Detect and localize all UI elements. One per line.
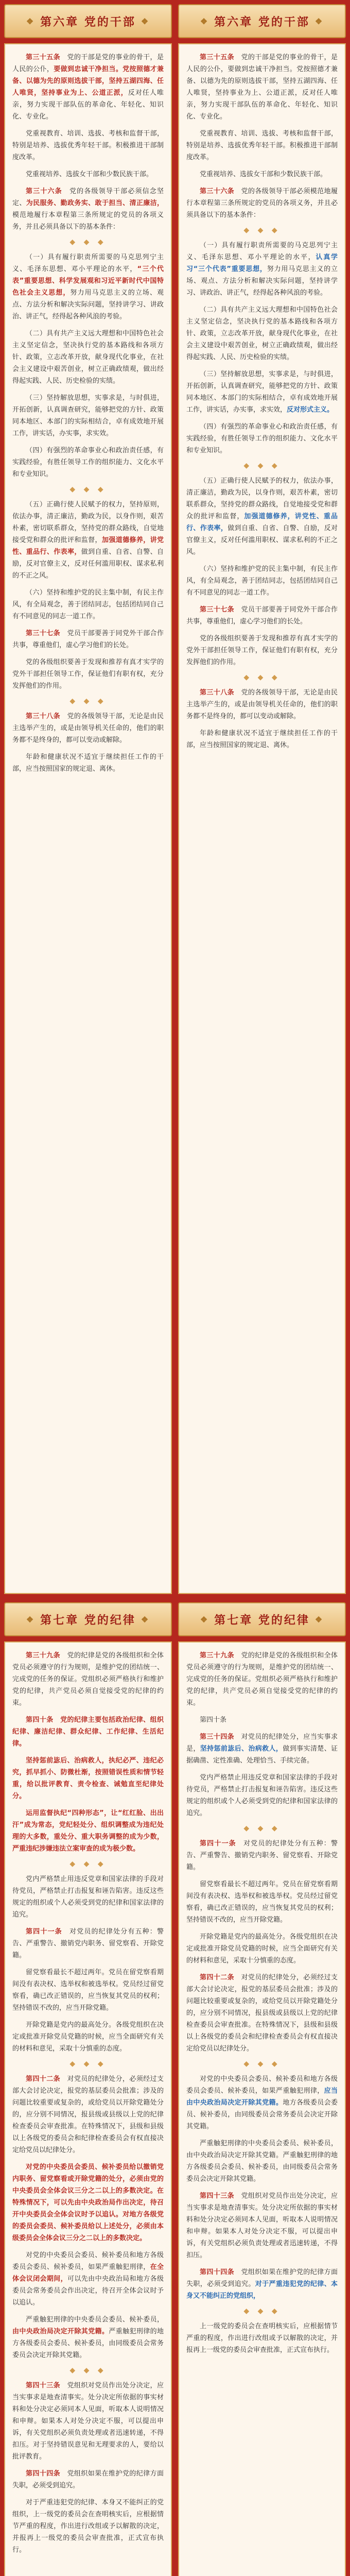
- article-paragraph: [12, 185, 164, 233]
- article-paragraph: [12, 587, 164, 622]
- highlighted-text: 加强道德修养，讲党性、重品行、作表率，: [12, 536, 164, 556]
- article-number: 第三十八条: [200, 689, 235, 697]
- ornament-divider: ◆ ◆ ◆: [243, 462, 281, 470]
- chapter6-old-text-column: [178, 43, 346, 1594]
- paragraph-text: 严重触犯刑律的中央委员会委员、候补委员，: [26, 2316, 164, 2324]
- article-paragraph: [186, 168, 338, 180]
- article-number: 第四十一条: [26, 1928, 62, 1936]
- paragraph-text: （三）坚持解放思想，实事求是，与时俱进，开拓创新，认真调查研究，能够把党的方针、政策同本地区、本部门的实际相结合，卓有成效地开展工作，讲实话，办实事，求实效。: [12, 394, 164, 437]
- highlighted-text: 党的纪律主要包括政治纪律、组织纪律、廉洁纪律、群众纪律、工作纪律、生活纪律。: [12, 1716, 164, 1748]
- paragraph-text: （五）正确行使人民赋予的权力，依法办事，清正廉洁，勤政为民，以身作则，艰苦朴素，密切联系群众，坚持党的群众路线，自觉地接受党和群众的批评和监督，: [186, 477, 338, 520]
- paragraph-text: 可以先由中央政治局和地方各级委员会常务委员会作出决定，待召开全体会议时予以追认。: [12, 2275, 164, 2307]
- paragraph-text: 做到自重、自省、自警、自励，反对官僚主义，反对任何滥用职权、谋求私利的不正之风。: [186, 524, 338, 556]
- article-paragraph: [12, 1873, 164, 1921]
- article-paragraph: [186, 1772, 338, 1819]
- paragraph-text: 努力用马克思主义的立场、观点、方法分析和解决实际问题，坚持讲学习、讲政治、讲正气，经得起各种风浪的考验。: [186, 265, 338, 297]
- paragraph-text: 对党员的纪律处分，必须经过支部大会讨论决定，报党的基层委员会批准；涉及的问题比较重要或复杂的，或给党员以开除党籍处分的，应分别不同情况，报县级或县级以上党的纪律检查委员会审查批准。在特殊情况下，县级和县级以上各级党的委员会和纪律检查委员会有权直接决定给党员以纪律处分。: [12, 2075, 164, 2154]
- paragraph-text: 党的各级领导干部必须模范地履行本章程第三条所规定的党员的各项义务，并且必须具备以下的基本条件：: [186, 188, 338, 219]
- highlighted-text: 运用监督执纪“四种形态”，让“红红脸、出出汗”成为常态，党纪轻处分、组织调整成为违纪处理的大多数，重处分、重大职务调整的成为少数，严重违纪涉嫌违法立案审查的成为极少数。: [12, 1809, 164, 1853]
- highlighted-text: 反对形式主义。: [287, 406, 334, 414]
- chapter7-right-title: 第七章 党的纪律: [214, 1613, 310, 1627]
- article-paragraph: [186, 304, 338, 363]
- article-number: 第三十九条: [200, 1652, 235, 1659]
- chapter6-new-text-column: [4, 43, 172, 1594]
- ornament-icon: ❖: [200, 16, 209, 26]
- chapter7-new-text-column: [4, 1641, 172, 2576]
- article-paragraph: [186, 1878, 338, 1926]
- paragraph-text: 党的各级组织要善于发现和推荐有真才实学的党外干部担任领导工作，保证他们有职有权，充分发挥他们的作用。: [186, 635, 338, 666]
- paragraph-text: 年龄和健康状况不适宜于继续担任工作的干部，应当按照国家的规定退、离休。: [12, 753, 164, 773]
- article-paragraph: [12, 328, 164, 387]
- chapter7-left-title: 第七章 党的纪律: [40, 1613, 136, 1627]
- paragraph-text: 党组织如果在维护党的纪律方面失职，必须受到追究。: [186, 2268, 338, 2288]
- paragraph-text: （四）有强烈的革命事业心和政治责任感，有实践经验，有胜任领导工作的组织能力、文化水平和专业知识。: [12, 447, 164, 478]
- article-paragraph: [186, 633, 338, 668]
- paragraph-text: 党员干部要善于同党外干部合作共事，尊重他们，虚心学习他们的长处。: [186, 606, 338, 625]
- highlighted-text: 应当由中央政治局决定开除其党籍。: [186, 2087, 338, 2107]
- paragraph-text: （一）具有履行职责所需要的马克思列宁主义、毛泽东思想、邓小平理论的水平，: [186, 242, 338, 261]
- chapter7-right-banner: [178, 1602, 346, 1636]
- article-paragraph: [186, 2138, 338, 2185]
- article-paragraph: [12, 2380, 164, 2463]
- article-number: 第三十八条: [26, 713, 61, 720]
- chapter6-right-banner: [178, 4, 346, 38]
- highlighted-text: 认真学习“三个代表”重要思想，: [186, 253, 338, 273]
- paragraph-text: 地方各级委员会委员、候补委员，由同级委员会常务委员会决定开除其党籍。: [186, 2099, 338, 2130]
- ornament-icon: ❖: [141, 16, 150, 26]
- chapter7-old-text-column: [178, 1641, 346, 2576]
- highlighted-text: 在全体会议闭会期间，: [12, 2263, 164, 2283]
- article-paragraph: [12, 2314, 164, 2361]
- article-paragraph: [12, 1650, 164, 1709]
- article-paragraph: [186, 1931, 338, 1967]
- ornament-icon: ❖: [200, 1614, 209, 1624]
- article-paragraph: [12, 2073, 164, 2156]
- paragraph-text: 党组织对党员作出处分决定，应当实事求是地查清事实。处分决定所依据的事实材料和处分决定必须同本人见面，听取本人说明情况和申辩。如果本人对处分决定不服，可以提出申诉，有关党组织必须负责处理或者迅速转递，不得扣压。对于坚持错误意见和无理要求的人，要给以批评教育。: [12, 2382, 164, 2461]
- paragraph-text: 党员干部要善于同党外干部合作共事，尊重他们，虚心学习他们的长处。: [12, 630, 164, 649]
- paragraph-text: 对党的中央委员会委员、候补委员和地方各级委员会委员、候补委员，如果严重触犯刑律，: [186, 2075, 338, 2095]
- article-paragraph: [12, 445, 164, 480]
- paragraph-text: 做到自重、自省、自警、自励，反对官僚主义，反对任何滥用职权、谋求私利的不正之风。: [12, 548, 164, 580]
- highlighted-text: 坚持惩前毖后、治病救人，执纪必严、违纪必究，抓早抓小、防微杜渐，按照错误性质和情节轻重，给以批评教育、责令检查、诫勉直至纪律处分。: [12, 1757, 164, 1800]
- article-paragraph: [12, 2019, 164, 2055]
- paragraph-text: 上一级党的委员会在查明核实后，应根据情节严重的程度，作出进行改组或予以解散的决定，并报再上一级党的委员会审查批准，正式宣布执行。: [186, 2323, 338, 2354]
- article-paragraph: [186, 52, 338, 123]
- article-paragraph: [12, 128, 164, 163]
- paragraph-text: 努力用马克思主义的立场、观点、方法分析和解决实际问题，坚持讲学习、讲政治、讲正气，经得起各种风浪的考验。: [12, 289, 164, 320]
- ornament-divider: ◆ ◆ ◆: [69, 238, 107, 246]
- article-number: 第四十二条: [26, 2075, 61, 2083]
- paragraph-text: 对党员的纪律处分，应当实事求是，: [186, 1733, 338, 1753]
- ornament-divider: ◆ ◆ ◆: [243, 1824, 281, 1833]
- ornament-icon: ❖: [26, 16, 36, 26]
- article-paragraph: [12, 2497, 164, 2556]
- article-paragraph: [12, 1967, 164, 2014]
- article-paragraph: [186, 2073, 338, 2132]
- highlighted-text: 加强道德修养，讲党性、重品行、作表率，: [186, 513, 338, 532]
- paragraph-text: 严重触犯刑律的地方各级委员会委员、候补委员，由同级委员会常务委员会决定开除其党籍。: [12, 2328, 164, 2359]
- article-paragraph: [186, 1972, 338, 2055]
- paragraph-text: 对于严重违犯党的纪律、本身又不能纠正的党组织，上一级党的委员会在查明核实后，应根据情节严重的程度，作出进行改组或予以解散的决定，并报再上一级党的委员会审查批准，正式宣布执行。: [12, 2499, 164, 2554]
- article-number: 第四十三条: [200, 2192, 235, 2200]
- article-paragraph: [12, 628, 164, 651]
- article-paragraph: [186, 128, 338, 163]
- article-paragraph: [12, 1807, 164, 1855]
- article-number: 第三十六条: [200, 188, 235, 195]
- paragraph-text: 模范地履行本章程第三条所规定的党员的各项义务，并且必须具备以下的基本条件：: [12, 211, 164, 231]
- paragraph-text: 党内严格禁止用违反党章和国家法律的手段对待党员，严格禁止打击报复和诬告陷害。违反这些规定的组织或个人必须受到党的纪律和国家法律的追究。: [186, 1774, 338, 1817]
- article-paragraph: [12, 392, 164, 439]
- chapter6-right-title: 第六章 党的干部: [214, 15, 310, 29]
- paragraph-text: （三）坚持解放思想，实事求是，与时俱进，开拓创新，认真调查研究，能够把党的方针、政策同本地区、本部门的实际相结合，卓有成效地开展工作，讲实话，办实事，求实效，: [186, 370, 338, 414]
- paragraph-text: （六）坚持和维护党的民主集中制，有民主作风，有全局观念，善于团结同志，包括团结同自己有不同意见的同志一道工作。: [186, 565, 338, 597]
- article-paragraph: [186, 1731, 338, 1767]
- article-paragraph: [12, 710, 164, 746]
- article-number: 第三十四条: [200, 1733, 235, 1741]
- article-paragraph: [12, 499, 164, 582]
- article-paragraph: [186, 2190, 338, 2261]
- paragraph-text: 党的各级领导干部，无论是由民主选举产生的，或是由领导机关任命的，他们的职务都不是终身的，都可以变动或解除。: [186, 689, 338, 720]
- article-paragraph: [186, 604, 338, 628]
- paragraph-text: 对党员的纪律处分，必须经过支部大会讨论决定，报党的基层委员会批准；涉及的问题比较重要或复杂的，或给党员以开除党籍处分的，应分别不同情况，报县级或县级以上党的纪律检查委员会审查批准。在特殊情况下，县级和县级以上各级党的委员会和纪律检查委员会有权直接决定给党员以纪律处分。: [186, 1974, 338, 2053]
- article-paragraph: [186, 185, 338, 221]
- article-paragraph: [12, 751, 164, 775]
- highlighted-text: 对党的中央委员会委员、候补委员给以撤销党内职务、留党察看或开除党籍的处分，必须由党的中央委员会全体会议三分之二以上的多数决定。在特殊情况下，可以先由中央政治局作出决定，待召开中央委员会全体会议时予以追认。对地方各级党的委员会委员、候补委员给以上述处分，必须由本级委员会全体会议三分之二以上的多数决定。: [12, 2163, 164, 2242]
- article-paragraph: [186, 240, 338, 299]
- ornament-icon: ❖: [141, 1614, 150, 1624]
- paragraph-text: 党的纪律是党的各级组织和全体党员必须遵守的行为规则，是维护党的团结统一、完成党的任务的保证。党组织必须严格执行和维护党的纪律，共产党员必须自觉接受党的纪律的约束。: [12, 1652, 164, 1707]
- article-number: 第三十七条: [26, 630, 61, 637]
- article-number: 第四十三条: [26, 2382, 61, 2389]
- article-paragraph: [12, 656, 164, 692]
- article-paragraph: [186, 727, 338, 751]
- paragraph-text: （四）有强烈的革命事业心和政治责任感，有实践经验，有胜任领导工作的组织能力、文化水平和专业知识。: [186, 423, 338, 454]
- article-number: 第三十七条: [200, 606, 235, 614]
- paragraph-text: 党的纪律是党的各级组织和全体党员必须遵守的行为规则，是维护党的团结统一、完成党的任务的保证。党组织必须严格执行和维护党的纪律，共产党员必须自觉接受党的纪律的约束。: [186, 1652, 338, 1707]
- ornament-divider: ◆ ◆ ◆: [243, 2060, 281, 2068]
- chapter6-left-title: 第六章 党的干部: [40, 15, 136, 29]
- chapter6-left-banner: [4, 4, 172, 38]
- paragraph-text: （二）具有共产主义远大理想和中国特色社会主义坚定信念，坚决执行党的基本路线和各项方针、政策，立志改革开放，献身现代化事业，在社会主义建设中艰苦创业，树立正确政绩观，做出经得起实践、人民、历史检验的实绩。: [12, 330, 164, 385]
- article-paragraph: [186, 421, 338, 456]
- article-paragraph: [186, 563, 338, 599]
- article-paragraph: [12, 2249, 164, 2309]
- article-paragraph: [12, 251, 164, 323]
- paragraph-text: 留党察看最长不超过两年。党员在留党察看期间没有表决权、选举权和被选举权。党员经过留党察看，确已改正错误的，应当恢复其党员的权利；坚持错误不改的，应当开除党籍。: [12, 1969, 164, 2012]
- paragraph-text: 对党员的纪律处分有五种：警告、严重警告、撤销党内职务、留党察看、开除党籍。: [12, 1928, 164, 1959]
- article-number: 第三十五条: [26, 54, 61, 61]
- ornament-divider: ◆ ◆ ◆: [243, 226, 281, 234]
- paragraph-text: （二）具有共产主义远大理想和中国特色社会主义坚定信念，坚决执行党的基本路线和各项方针、政策，立志改革开放，献身现代化事业，在社会主义建设中艰苦创业，树立正确政绩观，做出经得起实践、人民、历史检验的实绩。: [186, 306, 338, 361]
- paragraph-text: （五）正确行使人民赋予的权力，坚持原则，依法办事，清正廉洁，勤政为民，以身作则，艰苦朴素，密切联系群众，坚持党的群众路线，自觉地接受党和群众的批评和监督，: [12, 501, 164, 544]
- article-paragraph: [186, 1838, 338, 1873]
- ornament-divider: ◆ ◆ ◆: [69, 697, 107, 705]
- paragraph-text: 严重触犯刑律的中央委员会委员、候补委员，由中央政治局决定开除其党籍。严重触犯刑律的地方各级委员会委员、候补委员，由同级委员会常务委员会决定开除其党籍。: [186, 2140, 338, 2183]
- article-number: 第四十二条: [200, 1974, 235, 1981]
- ornament-divider: ◆ ◆ ◆: [69, 1860, 107, 1868]
- paragraph-text: 反对任人唯亲，努力实现干部队伍的革命化、年轻化、知识化、专业化。: [12, 89, 164, 121]
- article-paragraph: [12, 168, 164, 180]
- paragraph-text: 做到事实清楚、证据确凿、定性准确、处理恰当、手续完备。: [186, 1745, 338, 1765]
- paragraph-text: 留党察看最长不超过两年。党员在留党察看期间没有表决权、选举权和被选举权。党员经过留党察看，确已改正错误的，应当恢复其党员的权利；坚持错误不改的，应当开除党籍。: [186, 1880, 338, 1924]
- paragraph-text: 党重视培养、选拔女干部和少数民族干部。: [200, 171, 327, 178]
- paragraph-text: 党的干部是党的事业的骨干，是人民的公仆，: [12, 54, 164, 73]
- highlighted-text: 要做到忠诚干净担当。党按照德才兼备、以德为先的原则选拔干部，坚持五湖四海、任人唯贤，坚持事业为上、公道正派，: [12, 65, 164, 97]
- article-paragraph: [12, 1714, 164, 1750]
- article-number: 第四十条: [26, 1716, 54, 1724]
- article-number: 第四十四条: [200, 2268, 235, 2276]
- article-paragraph: [186, 687, 338, 722]
- paragraph-text: 党重视教育、培训、选拔、考核和监督干部，特别是培养、选拔优秀年轻干部。积极推进干部制度改革。: [186, 130, 338, 161]
- article-paragraph: [186, 475, 338, 558]
- ornament-divider: ◆ ◆ ◆: [69, 485, 107, 494]
- ornament-divider: ◆ ◆ ◆: [243, 2307, 281, 2315]
- ornament-divider: ◆ ◆ ◆: [243, 673, 281, 682]
- paragraph-text: 第四十条: [200, 1716, 227, 1724]
- article-number: 第三十六条: [26, 188, 62, 195]
- paragraph-text: 党的各级领导干部，无论是由民主选举产生的，或是由领导机关任命的，他们的职务都不是终身的，都可以变动或解除。: [12, 713, 164, 744]
- paragraph-text: 对党员的纪律处分有五种：警告、严重警告、撤销党内职务、留党察看、开除党籍。: [186, 1840, 338, 1871]
- article-paragraph: [186, 2320, 338, 2356]
- article-paragraph: [186, 1714, 338, 1726]
- article-paragraph: [186, 1650, 338, 1709]
- highlighted-text: 为民服务、勤政务实、敢于担当、清正廉洁，: [26, 199, 164, 207]
- article-number: 第三十五条: [200, 54, 235, 61]
- article-number: 第三十九条: [26, 1652, 61, 1659]
- paragraph-text: （六）坚持和维护党的民主集中制，有民主作风，有全局观念，善于团结同志，包括团结同自己有不同意见的同志一道工作。: [12, 589, 164, 620]
- ornament-divider: ◆ ◆ ◆: [69, 2060, 107, 2068]
- highlighted-text: 由中央政治局决定开除其党籍。: [12, 2328, 109, 2335]
- article-paragraph: [186, 368, 338, 416]
- ornament-divider: ◆ ◆ ◆: [69, 2366, 107, 2375]
- paragraph-text: 开除党籍是党内的最高处分。各级党组织在决定或批准开除党员党籍的时候，应当全面研究有关的材料和意见，采取十分慎重的态度。: [186, 1933, 338, 1964]
- ornament-icon: ❖: [26, 1614, 36, 1624]
- paragraph-text: 党的各级组织要善于发现和推荐有真才实学的党外干部担任领导工作，保证他们有职有权，充分发挥他们的作用。: [12, 658, 164, 690]
- paragraph-text: 开除党籍是党内的最高处分。各级党组织在决定或批准开除党员党籍的时候，应当全面研究有关的材料和意见，采取十分慎重的态度。: [12, 2021, 164, 2053]
- paragraph-text: （一）具有履行职责所需要的马克思列宁主义、毛泽东思想、邓小平理论的水平，: [12, 253, 164, 273]
- paragraph-text: 党内严格禁止用违反党章和国家法律的手段对待党员，严格禁止打击报复和诬告陷害。违反这些规定的组织或个人必须受到党的纪律和国家法律的追究。: [12, 1875, 164, 1919]
- ornament-icon: ❖: [314, 16, 324, 26]
- article-paragraph: [12, 1755, 164, 1802]
- article-number: 第四十一条: [200, 1840, 236, 1848]
- paragraph-text: 年龄和健康状况不适宜于继续担任工作的干部，应当按照国家的规定退、离休。: [186, 730, 338, 749]
- paragraph-text: 党的干部是党的事业的骨干，是人民的公仆，要做到忠诚干净担当。党按照德才兼备、以德为先的原则选拔干部，坚持五湖四海、任人唯贤，坚持事业为上、公道正派，反对任人唯亲，努力实现干部队伍的革命化、年轻化、知识化、专业化。: [186, 54, 338, 121]
- paragraph-text: 党重视教育、培训、选拔、考核和监督干部，特别是培养、选拔优秀年轻干部。积极推进干部制度改革。: [12, 130, 164, 161]
- paragraph-text: 党重视培养、选拔女干部和少数民族干部。: [26, 171, 153, 178]
- article-paragraph: [12, 1926, 164, 1961]
- paragraph-text: 党组织如果在维护党的纪律方面失职，必须受到追究。: [12, 2470, 164, 2489]
- chapter7-left-banner: [4, 1602, 172, 1636]
- highlighted-text: “三个代表”重要思想、科学发展观和习近平新时代中国特色社会主义思想，: [12, 265, 164, 297]
- article-number: 第四十四条: [26, 2470, 61, 2478]
- article-paragraph: [12, 2468, 164, 2492]
- paragraph-text: 对党的中央委员会委员、候补委员和地方各级委员会委员、候补委员，如果严重触犯刑律，: [12, 2251, 164, 2271]
- paragraph-text: 党组织对党员作出处分决定，应当实事求是地查清事实。处分决定所依据的事实材料和处分决定必须同本人见面，听取本人说明情况和申辩。如果本人对处分决定不服，可以提出申诉，有关党组织必须负责处理或者迅速转递，不得扣压。: [186, 2192, 338, 2259]
- highlighted-text: 坚持惩前毖后、治病救人，: [200, 1745, 283, 1753]
- article-paragraph: [12, 2161, 164, 2244]
- highlighted-text: 对于严重违犯党的纪律、本身又不能纠正的党组织，: [186, 2280, 338, 2300]
- article-paragraph: [12, 52, 164, 123]
- paragraph-text: 党的各级领导干部必须信念坚定、: [12, 188, 164, 207]
- ornament-icon: ❖: [314, 1614, 324, 1624]
- article-paragraph: [186, 2266, 338, 2302]
